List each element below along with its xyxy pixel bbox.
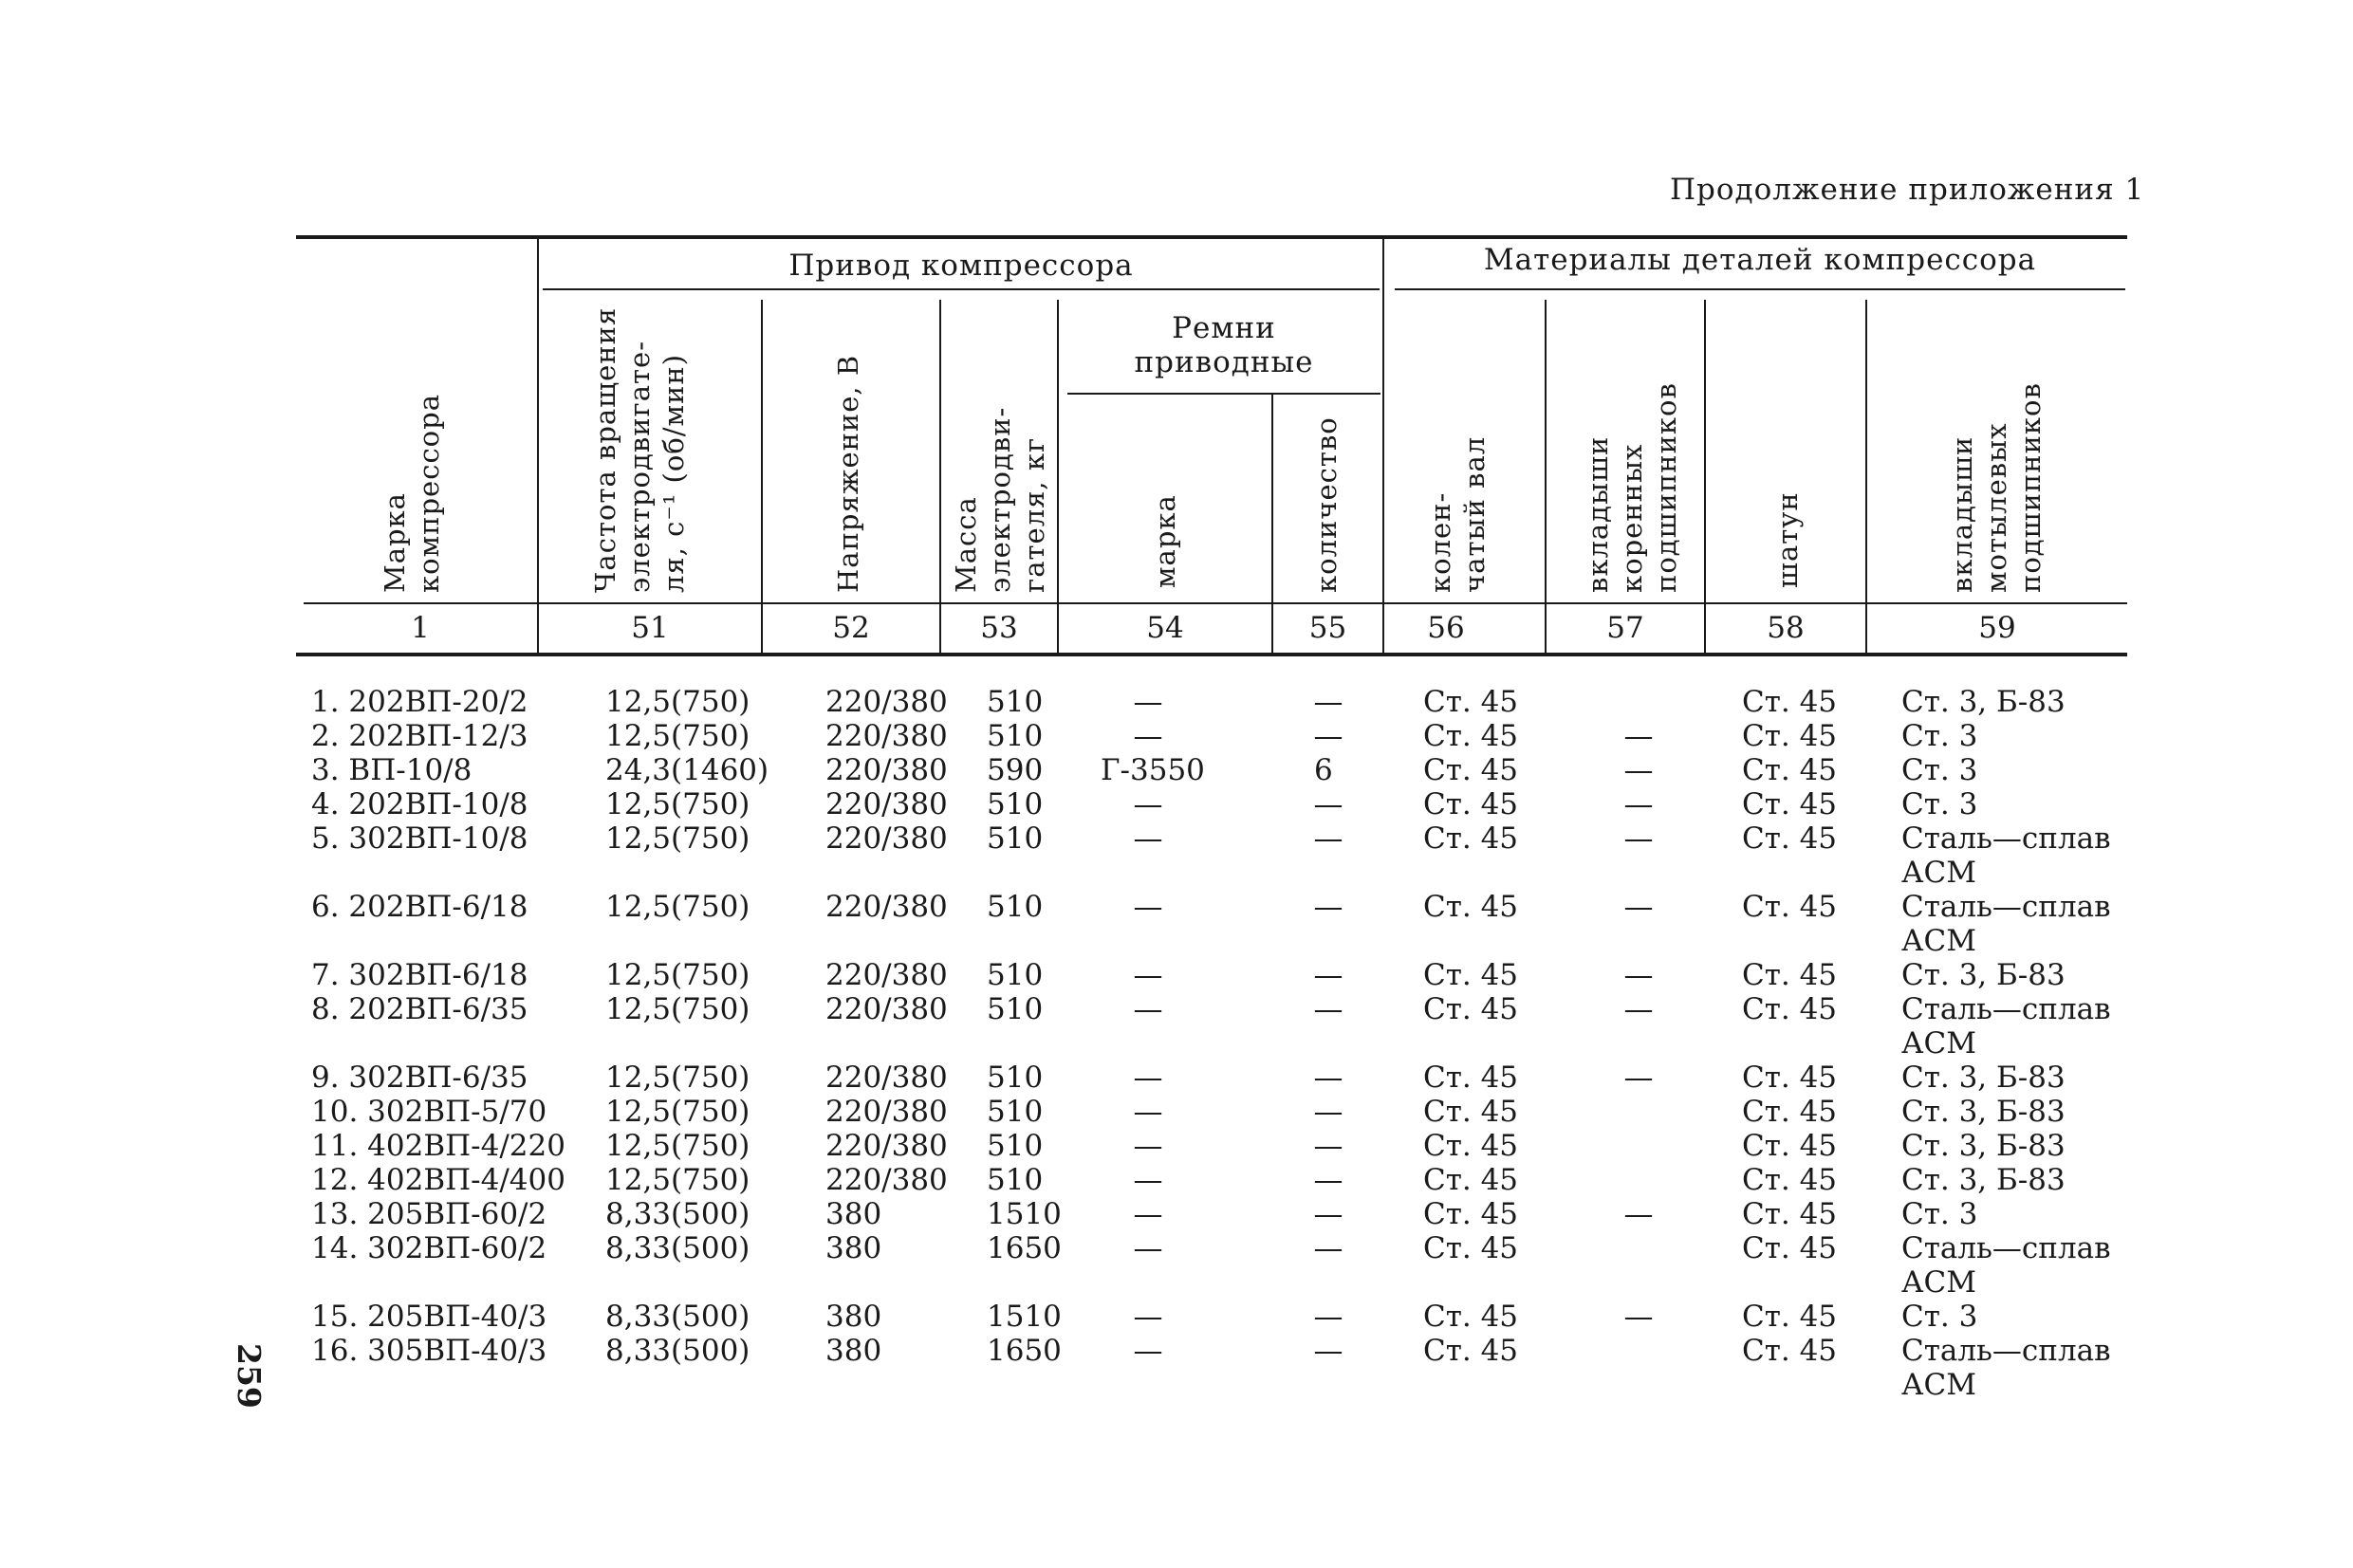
cell-crank-bearings: Сталь—сплав xyxy=(1901,992,2111,1026)
cell-c58: Ст. 45 xyxy=(1742,719,1838,753)
cell-c51: 12,5(750) xyxy=(605,685,750,719)
cell-crank-bearings: Ст. 3 xyxy=(1901,753,1978,787)
vline-1 xyxy=(537,239,539,653)
cell-crank-bearings: Ст. 3, Б-83 xyxy=(1901,958,2066,992)
table-caption: Продолжение приложения 1 xyxy=(1670,173,2145,207)
cell-c51: 12,5(750) xyxy=(605,890,750,924)
cell-c56: Ст. 45 xyxy=(1423,1129,1519,1163)
table-top-rule xyxy=(296,235,2127,239)
page-number: 259 xyxy=(231,1343,268,1409)
cell-crank-bearings: Ст. 3 xyxy=(1901,719,1978,753)
cell-c58: Ст. 45 xyxy=(1742,685,1838,719)
cell-dash: — xyxy=(1623,992,1654,1026)
cell-crank-bearings: Ст. 3 xyxy=(1901,1300,1978,1334)
cell-c53: 1510 xyxy=(987,1197,1062,1231)
cell-c56: Ст. 45 xyxy=(1423,958,1519,992)
cell-c58: Ст. 45 xyxy=(1742,1334,1838,1368)
cell-c52: 380 xyxy=(825,1334,882,1368)
cell-dash: — xyxy=(1313,1095,1343,1129)
cell-c1: 8. 202ВП-6/35 xyxy=(311,992,528,1026)
cell-dash: — xyxy=(1133,1300,1163,1334)
cell-c56: Ст. 45 xyxy=(1423,1061,1519,1095)
cell-c56: Ст. 45 xyxy=(1423,753,1519,787)
cell-crank-bearings: АСМ xyxy=(1901,1368,1976,1402)
cell-c1: 10. 302ВП-5/70 xyxy=(311,1095,547,1129)
group-rule-drive xyxy=(543,288,1380,290)
belts-group-header-line2: приводные xyxy=(1134,345,1314,379)
cell-dash: — xyxy=(1133,1095,1163,1129)
cell-dash: — xyxy=(1313,1163,1343,1197)
col-number: 53 xyxy=(980,611,1018,645)
cell-dash: — xyxy=(1133,992,1163,1026)
cell-dash: — xyxy=(1313,958,1343,992)
cell-c1: 9. 302ВП-6/35 xyxy=(311,1061,528,1095)
cell-c52: 220/380 xyxy=(825,1163,948,1197)
cell-dash: — xyxy=(1133,1129,1163,1163)
cell-c1: 2. 202ВП-12/3 xyxy=(311,719,528,753)
cell-crank-bearings: Сталь—сплав xyxy=(1901,821,2111,856)
cell-c58: Ст. 45 xyxy=(1742,821,1838,856)
cell-dash: — xyxy=(1623,890,1654,924)
group-rule-materials xyxy=(1395,288,2125,290)
col-number: 59 xyxy=(1978,611,2016,645)
cell-c52: 220/380 xyxy=(825,1129,948,1163)
col-number: 57 xyxy=(1606,611,1644,645)
cell-c51: 12,5(750) xyxy=(605,719,750,753)
col-header-main-bearings: вкладыши коренных подшипников xyxy=(1582,382,1682,593)
col-number: 56 xyxy=(1427,611,1465,645)
cell-c51: 8,33(500) xyxy=(605,1197,750,1231)
cell-c52: 220/380 xyxy=(825,958,948,992)
cell-c53: 1510 xyxy=(987,1300,1062,1334)
cell-c52: 220/380 xyxy=(825,992,948,1026)
cell-c53: 1650 xyxy=(987,1231,1062,1265)
cell-c51: 8,33(500) xyxy=(605,1231,750,1265)
cell-dash: — xyxy=(1133,958,1163,992)
cell-c58: Ст. 45 xyxy=(1742,890,1838,924)
cell-dash: — xyxy=(1623,787,1654,821)
cell-crank-bearings: Ст. 3, Б-83 xyxy=(1901,1095,2066,1129)
cell-c58: Ст. 45 xyxy=(1742,1231,1838,1265)
cell-c53: 510 xyxy=(987,1163,1044,1197)
cell-c51: 12,5(750) xyxy=(605,1095,750,1129)
cell-c58: Ст. 45 xyxy=(1742,1095,1838,1129)
cell-c51: 12,5(750) xyxy=(605,787,750,821)
cell-c53: 510 xyxy=(987,958,1044,992)
col-number: 54 xyxy=(1146,611,1184,645)
cell-c53: 510 xyxy=(987,890,1044,924)
cell-c1: 11. 402ВП-4/220 xyxy=(311,1129,565,1163)
cell-dash: — xyxy=(1313,1197,1343,1231)
cell-dash: — xyxy=(1133,1334,1163,1368)
cell-c53: 510 xyxy=(987,992,1044,1026)
cell-c58: Ст. 45 xyxy=(1742,1061,1838,1095)
cell-dash: — xyxy=(1133,1061,1163,1095)
vline-8 xyxy=(1704,300,1706,653)
col-number: 1 xyxy=(411,611,430,645)
cell-c1: 12. 402ВП-4/400 xyxy=(311,1163,565,1197)
cell-c56: Ст. 45 xyxy=(1423,1334,1519,1368)
cell-c58: Ст. 45 xyxy=(1742,1163,1838,1197)
cell-dash: — xyxy=(1313,992,1343,1026)
cell-c1: 16. 305ВП-40/3 xyxy=(311,1334,547,1368)
cell-dash: — xyxy=(1313,1231,1343,1265)
cell-c1: 4. 202ВП-10/8 xyxy=(311,787,528,821)
cell-crank-bearings: Ст. 3, Б-83 xyxy=(1901,685,2066,719)
cell-dash: — xyxy=(1133,890,1163,924)
cell-c53: 510 xyxy=(987,1061,1044,1095)
belts-group-header-line1: Ремни xyxy=(1172,311,1276,345)
col-number: 51 xyxy=(631,611,669,645)
cell-dash: — xyxy=(1623,821,1654,856)
cell-c56: Ст. 45 xyxy=(1423,1300,1519,1334)
col-number: 52 xyxy=(832,611,870,645)
cell-dash: — xyxy=(1313,821,1343,856)
cell-c51: 12,5(750) xyxy=(605,1129,750,1163)
cell-crank-bearings: Сталь—сплав xyxy=(1901,890,2111,924)
cell-c52: 220/380 xyxy=(825,890,948,924)
cell-c1: 6. 202ВП-6/18 xyxy=(311,890,528,924)
cell-dash: — xyxy=(1623,958,1654,992)
drive-group-header: Привод компрессора xyxy=(788,249,1134,283)
col-header-belt-brand: марка xyxy=(1149,494,1181,588)
cell-c1: 5. 302ВП-10/8 xyxy=(311,821,528,856)
col-number: 58 xyxy=(1767,611,1805,645)
cell-c58: Ст. 45 xyxy=(1742,1300,1838,1334)
cell-c56: Ст. 45 xyxy=(1423,821,1519,856)
col-header-crankshaft: колен- чатый вал xyxy=(1424,435,1491,593)
cell-c52: 220/380 xyxy=(825,1061,948,1095)
cell-c53: 510 xyxy=(987,719,1044,753)
col-header-motor-mass: Масса электродви- гателя, кг xyxy=(950,406,1050,593)
cell-crank-bearings: Ст. 3 xyxy=(1901,1197,1978,1231)
cell-c52: 220/380 xyxy=(825,719,948,753)
cell-c52: 380 xyxy=(825,1231,882,1265)
cell-crank-bearings: Сталь—сплав xyxy=(1901,1334,2111,1368)
cell-c56: Ст. 45 xyxy=(1423,1095,1519,1129)
col-header-belt-count: количество xyxy=(1310,416,1343,593)
cell-c58: Ст. 45 xyxy=(1742,753,1838,787)
colnum-top-rule xyxy=(304,602,2127,604)
cell-dash: — xyxy=(1133,1197,1163,1231)
cell-c1: 13. 205ВП-60/2 xyxy=(311,1197,547,1231)
vline-3 xyxy=(939,300,941,653)
cell-crank-bearings: АСМ xyxy=(1901,856,1976,890)
cell-c56: Ст. 45 xyxy=(1423,1163,1519,1197)
cell-dash: — xyxy=(1313,1061,1343,1095)
cell-c52: 220/380 xyxy=(825,821,948,856)
col-header-crank-bearings: вкладыши мотылевых подшипников xyxy=(1946,382,2047,593)
cell-c51: 8,33(500) xyxy=(605,1334,750,1368)
cell-c53: 510 xyxy=(987,821,1044,856)
col-number: 55 xyxy=(1308,611,1347,645)
cell-dash: — xyxy=(1133,719,1163,753)
cell-c53: 510 xyxy=(987,1129,1044,1163)
cell-c51: 12,5(750) xyxy=(605,821,750,856)
cell-c52: 220/380 xyxy=(825,685,948,719)
cell-c58: Ст. 45 xyxy=(1742,1129,1838,1163)
cell-c58: Ст. 45 xyxy=(1742,992,1838,1026)
belts-rule xyxy=(1067,393,1380,395)
cell-c51: 24,3(1460) xyxy=(605,753,769,787)
cell-c1: 15. 205ВП-40/3 xyxy=(311,1300,547,1334)
cell-c53: 590 xyxy=(987,753,1044,787)
cell-c53: 510 xyxy=(987,787,1044,821)
table-header-bottom-rule xyxy=(296,653,2127,656)
cell-c58: Ст. 45 xyxy=(1742,787,1838,821)
cell-dash: — xyxy=(1133,1231,1163,1265)
cell-c53: 1650 xyxy=(987,1334,1062,1368)
cell-dash: — xyxy=(1623,1197,1654,1231)
col-header-conrod: шатун xyxy=(1771,491,1804,588)
cell-crank-bearings: Ст. 3 xyxy=(1901,787,1978,821)
cell-c56: Ст. 45 xyxy=(1423,1231,1519,1265)
vline-2 xyxy=(761,300,763,653)
col-header-rotation: Частота вращения электродвигате- ля, с⁻¹ (об/мин) xyxy=(589,306,690,593)
cell-c1: 14. 302ВП-60/2 xyxy=(311,1231,547,1265)
cell-crank-bearings: Ст. 3, Б-83 xyxy=(1901,1163,2066,1197)
cell-c52: 380 xyxy=(825,1197,882,1231)
cell-dash: — xyxy=(1313,719,1343,753)
cell-c56: Ст. 45 xyxy=(1423,890,1519,924)
cell-c54: Г-3550 xyxy=(1101,753,1205,787)
cell-c1: 7. 302ВП-6/18 xyxy=(311,958,528,992)
cell-dash: — xyxy=(1133,685,1163,719)
cell-dash: — xyxy=(1313,1129,1343,1163)
cell-dash: — xyxy=(1133,787,1163,821)
cell-dash: — xyxy=(1133,821,1163,856)
cell-crank-bearings: Сталь—сплав xyxy=(1901,1231,2111,1265)
cell-dash: — xyxy=(1313,1300,1343,1334)
vline-6 xyxy=(1382,239,1384,653)
cell-c58: Ст. 45 xyxy=(1742,1197,1838,1231)
cell-c51: 12,5(750) xyxy=(605,958,750,992)
cell-c51: 8,33(500) xyxy=(605,1300,750,1334)
cell-dash: — xyxy=(1623,1300,1654,1334)
cell-c51: 12,5(750) xyxy=(605,992,750,1026)
cell-c56: Ст. 45 xyxy=(1423,787,1519,821)
cell-c51: 12,5(750) xyxy=(605,1163,750,1197)
cell-c56: Ст. 45 xyxy=(1423,719,1519,753)
cell-dash: — xyxy=(1313,787,1343,821)
cell-c52: 220/380 xyxy=(825,787,948,821)
vline-7 xyxy=(1545,300,1547,653)
cell-c52: 220/380 xyxy=(825,1095,948,1129)
cell-dash: — xyxy=(1313,1334,1343,1368)
cell-dash: — xyxy=(1623,719,1654,753)
cell-crank-bearings: Ст. 3, Б-83 xyxy=(1901,1129,2066,1163)
vline-9 xyxy=(1865,300,1867,653)
col-header-voltage: Напряжение, В xyxy=(832,354,864,593)
cell-c53: 510 xyxy=(987,685,1044,719)
cell-dash: — xyxy=(1133,1163,1163,1197)
cell-crank-bearings: Ст. 3, Б-83 xyxy=(1901,1061,2066,1095)
cell-dash: — xyxy=(1313,890,1343,924)
vline-4 xyxy=(1057,300,1059,653)
cell-crank-bearings: АСМ xyxy=(1901,1026,1976,1061)
cell-crank-bearings: АСМ xyxy=(1901,924,1976,958)
cell-c56: Ст. 45 xyxy=(1423,685,1519,719)
cell-c1: 1. 202ВП-20/2 xyxy=(311,685,528,719)
cell-crank-bearings: АСМ xyxy=(1901,1265,1976,1300)
cell-c56: Ст. 45 xyxy=(1423,1197,1519,1231)
cell-c52: 380 xyxy=(825,1300,882,1334)
cell-c55: 6 xyxy=(1314,753,1333,787)
cell-dash: — xyxy=(1623,753,1654,787)
cell-c56: Ст. 45 xyxy=(1423,992,1519,1026)
cell-c58: Ст. 45 xyxy=(1742,958,1838,992)
cell-c51: 12,5(750) xyxy=(605,1061,750,1095)
col-header-brand: Марка компрессора xyxy=(379,394,445,593)
cell-c53: 510 xyxy=(987,1095,1044,1129)
cell-dash: — xyxy=(1623,1061,1654,1095)
cell-dash: — xyxy=(1313,685,1343,719)
cell-c52: 220/380 xyxy=(825,753,948,787)
materials-group-header: Материалы деталей компрессора xyxy=(1483,243,2037,277)
cell-c1: 3. ВП-10/8 xyxy=(311,753,472,787)
